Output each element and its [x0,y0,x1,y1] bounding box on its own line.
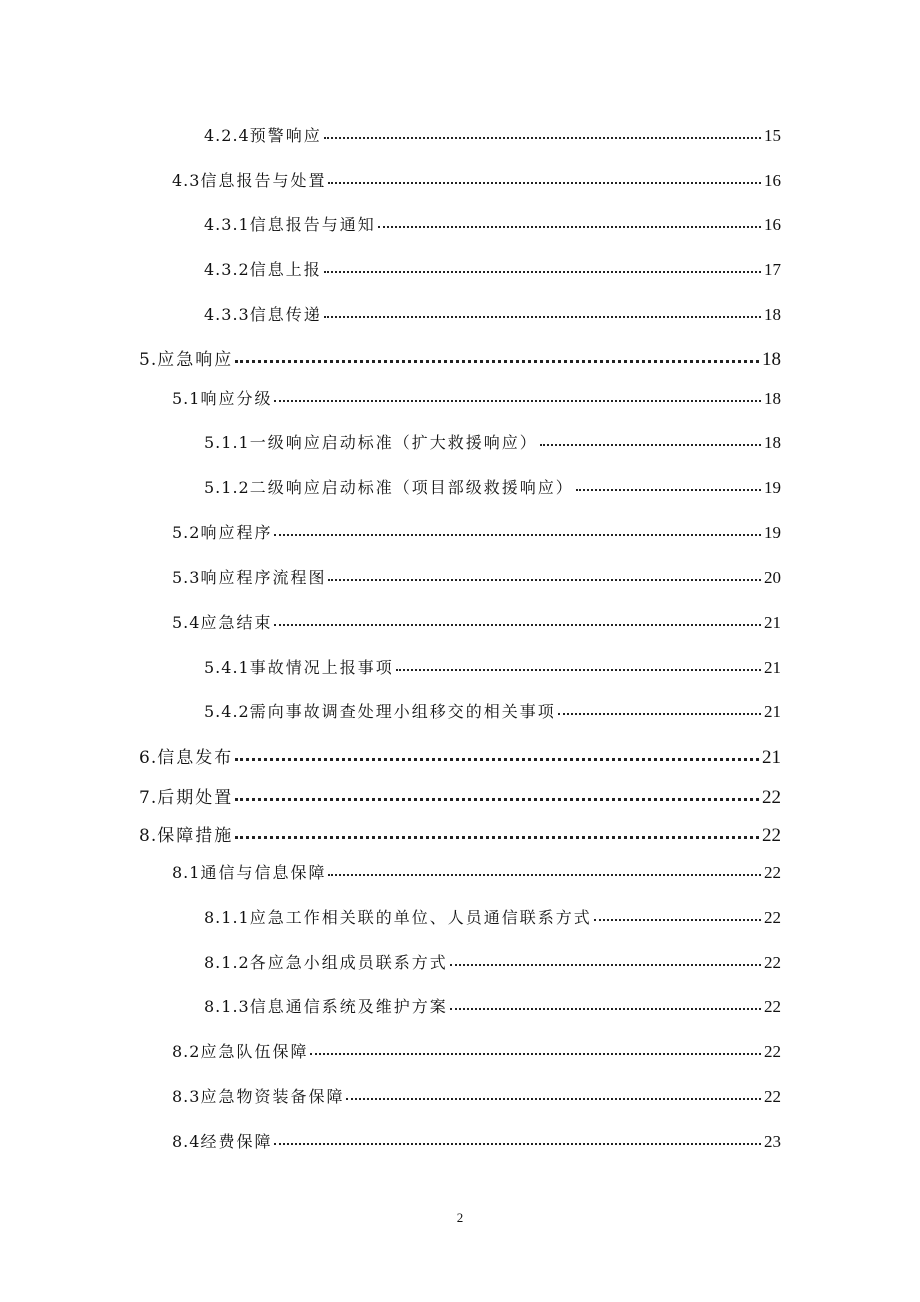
toc-entry-number: 5. [139,350,158,370]
toc-entry-title: 响应程序 [200,523,273,542]
toc-dot-leader [235,798,759,801]
toc-entry-number: 7. [139,788,158,808]
toc-entry[interactable] [204,703,781,720]
toc-entry[interactable] [204,127,781,144]
toc-entry-page: 22 [762,787,781,808]
toc-entry[interactable] [139,350,781,369]
toc-entry-page: 16 [764,215,781,234]
toc-entry[interactable] [204,954,781,971]
toc-entry-title: 应急响应 [157,350,234,370]
toc-entry-number: 8.2 [172,1042,201,1061]
toc-entry-title: 应急结束 [200,613,273,632]
toc-entry-number: 5.3 [172,568,201,587]
toc-entry-title: 保障措施 [157,826,234,846]
toc-dot-leader [324,316,761,318]
toc-entry[interactable] [204,909,781,926]
toc-entry-number: 4.3.1 [204,215,250,234]
toc-dot-leader [310,1053,761,1055]
toc-entry-title: 通信与信息保障 [200,863,327,882]
toc-dot-leader [235,836,759,839]
toc-entry-title: 应急工作相关联的单位、人员通信联系方式 [249,908,592,927]
toc-entry-number: 8.1.2 [204,953,250,972]
toc-entry-title: 事故情况上报事项 [249,658,394,677]
toc-dot-leader [450,964,761,966]
toc-entry[interactable] [172,1088,781,1105]
toc-entry-title: 响应程序流程图 [200,568,327,587]
toc-entry-page: 18 [764,433,781,452]
toc-entry[interactable] [139,788,781,807]
toc-entry-number: 8.1 [172,863,201,882]
toc-entry-number: 6. [139,748,158,768]
toc-dot-leader [235,758,759,761]
toc-entry-page: 22 [762,825,781,846]
toc-entry[interactable] [172,524,781,541]
toc-entry-page: 22 [764,863,781,882]
toc-entry[interactable] [204,216,781,233]
toc-dot-leader [324,137,761,139]
toc-entry-title: 各应急小组成员联系方式 [249,953,448,972]
toc-dot-leader [576,489,761,491]
toc-entry-page: 16 [764,171,781,190]
toc-entry[interactable] [204,434,781,451]
toc-entry-page: 22 [764,1042,781,1061]
toc-dot-leader [396,669,761,671]
toc-entry-page: 20 [764,568,781,587]
toc-entry-title: 应急物资装备保障 [200,1087,345,1106]
toc-entry-title: 信息报告与通知 [249,215,376,234]
toc-entry-title: 一级响应启动标准（扩大救援响应） [249,433,538,452]
toc-entry-page: 15 [764,126,781,145]
toc-entry-number: 8.3 [172,1087,201,1106]
toc-entry-page: 19 [764,523,781,542]
toc-entry-page: 21 [762,747,781,768]
toc-entry-page: 22 [764,953,781,972]
toc-entry-number: 4.2.4 [204,126,250,145]
toc-entry-page: 21 [764,702,781,721]
toc-dot-leader [274,624,761,626]
toc-entry[interactable] [172,172,781,189]
toc-entry-number: 8.1.3 [204,997,250,1016]
toc-entry-title: 信息传递 [249,305,322,324]
toc-dot-leader [346,1098,761,1100]
toc-entry[interactable] [172,864,781,881]
toc-entry-title: 预警响应 [249,126,322,145]
toc-entry-number: 5.1 [172,389,201,408]
toc-entry[interactable] [139,748,781,767]
toc-entry[interactable] [204,261,781,278]
toc-entry-page: 18 [762,349,781,370]
toc-entry-page: 22 [764,997,781,1016]
toc-entry[interactable] [204,479,781,496]
toc-entry-title: 后期处置 [157,788,234,808]
toc-entry-number: 5.1.1 [204,433,250,452]
toc-dot-leader [378,226,761,228]
toc-dot-leader [328,579,761,581]
toc-dot-leader [328,182,761,184]
toc-entry-page: 17 [764,260,781,279]
toc-entry-number: 4.3.3 [204,305,250,324]
toc-entry-number: 8. [139,826,158,846]
toc-entry[interactable] [204,659,781,676]
toc-entry-title: 二级响应启动标准（项目部级救援响应） [249,478,574,497]
toc-entry-page: 18 [764,305,781,324]
toc-entry-number: 5.4.1 [204,658,250,677]
toc-entry-number: 5.2 [172,523,201,542]
toc-entry-number: 5.1.2 [204,478,250,497]
toc-entry-page: 19 [764,478,781,497]
toc-entry-number: 5.4.2 [204,702,250,721]
toc-entry-title: 响应分级 [200,389,273,408]
toc-dot-leader [235,360,759,363]
toc-entry[interactable] [172,1043,781,1060]
toc-entry-title: 经费保障 [200,1132,273,1151]
toc-entry[interactable] [172,1133,781,1150]
toc-entry-title: 信息通信系统及维护方案 [249,997,448,1016]
toc-entry[interactable] [204,306,781,323]
toc-entry-page: 21 [764,613,781,632]
toc-dot-leader [324,271,761,273]
toc-entry[interactable] [204,998,781,1015]
toc-dot-leader [594,919,761,921]
toc-entry-number: 4.3 [172,171,201,190]
toc-dot-leader [558,713,761,715]
toc-entry[interactable] [172,390,781,407]
toc-entry-page: 18 [764,389,781,408]
toc-entry-title: 信息报告与处置 [200,171,327,190]
toc-entry-number: 8.1.1 [204,908,250,927]
toc-entry[interactable] [172,569,781,586]
toc-entry-title: 信息发布 [157,748,234,768]
toc-entry-number: 4.3.2 [204,260,250,279]
toc-entry[interactable] [139,826,781,845]
toc-entry-page: 22 [764,1087,781,1106]
toc-entry-page: 23 [764,1132,781,1151]
toc-entry-title: 信息上报 [249,260,322,279]
toc-dot-leader [274,400,761,402]
toc-entry-title: 需向事故调查处理小组移交的相关事项 [249,702,556,721]
toc-entry-title: 应急队伍保障 [200,1042,309,1061]
toc-dot-leader [328,874,761,876]
toc-dot-leader [274,1143,761,1145]
toc-dot-leader [274,534,761,536]
toc-entry-number: 8.4 [172,1132,201,1151]
toc-entry-number: 5.4 [172,613,201,632]
toc-entry[interactable] [172,614,781,631]
page-number: 2 [456,1210,464,1225]
toc-dot-leader [540,444,761,446]
toc-entry-page: 22 [764,908,781,927]
toc-dot-leader [450,1008,761,1010]
toc-entry-page: 21 [764,658,781,677]
